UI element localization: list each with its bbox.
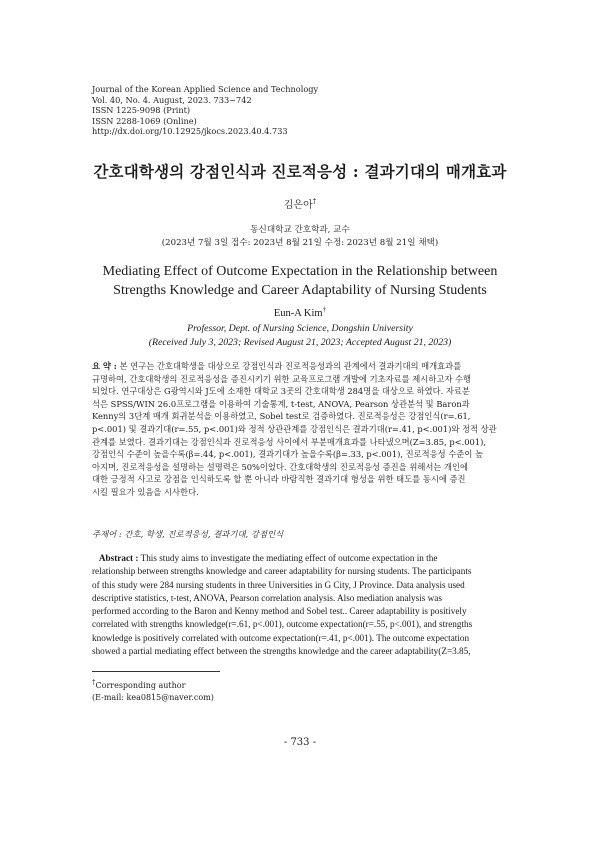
abstract-english-line: performed according to the Baron and Kenny method and Sobel test.. Career adaptability is positively — [92, 606, 467, 617]
affiliation-english-block — [0, 322, 600, 349]
affiliation-korean-block — [0, 224, 600, 250]
abstract-korean-line: 시킬 필요가 있음을 시사한다. — [92, 486, 199, 497]
footnote — [92, 680, 214, 704]
abstract-korean — [92, 360, 507, 499]
author-english — [0, 305, 600, 319]
abstract-korean-line: 관계를 보였다. 결과기대는 강점인식과 진로적응성 사이에서 부분매개효과를 나타냈으며(Z=3.85, p<.001), — [92, 436, 486, 447]
author-korean-name: 김은아 — [283, 200, 313, 211]
abstract-english-line: descriptive statistics, t-test, ANOVA, Pearson correlation analysis. Also mediation analysis was — [92, 592, 442, 603]
abstract-english-line: knowledge is positively correlated with outcome expectation(r=.41, p<.001). The outcome expectation — [92, 632, 470, 643]
affiliation-english: Professor, Dept. of Nursing Science, Dongshin University — [187, 323, 413, 334]
journal-name: Journal of the Korean Applied Science and Technology — [92, 84, 319, 94]
journal-doi: http://dx.doi.org/10.12925/jkocs.2023.40.4.733 — [92, 126, 288, 137]
abstract-korean-line: 규명하여, 간호대학생의 진로적응성을 증진시키기 위한 교육프로그램 개발에 기초자료를 제시하고자 수행 — [92, 373, 472, 384]
journal-volume: Vol. 40, No. 4. August, 2023. 733~742 — [92, 94, 252, 105]
title-english-line-1: Mediating Effect of Outcome Expectation in the Relationship between — [102, 264, 498, 279]
dates-korean: (2023년 7월 3일 접수: 2023년 8월 21일 수정: 2023년 8월 21일 채택) — [161, 238, 439, 248]
page-number: - 733 - — [283, 737, 317, 748]
abstract-korean-line: 아지며, 진로적응성을 설명하는 설명력은 50%이었다. 간호대학생의 진로적응성 증진을 위해서는 개인에 — [92, 461, 469, 472]
abstract-english-line: relationship between strengths knowledge and career adaptability for nursing students. The participants — [92, 566, 472, 577]
journal-header — [92, 84, 318, 137]
abstract-korean-line: 대한 긍정적 사고로 강점을 인식하도록 할 뿐 아니라 바람직한 결과기대 형성을 위한 태도를 동시에 증진 — [92, 474, 466, 485]
abstract-korean-line: Kenny의 3단계 매개 회귀분석을 이용하였고, Sobel test로 검증하였다. 진로적응성은 강점인식(r=.61, — [92, 411, 471, 422]
author-english-mark: † — [322, 305, 327, 314]
affiliation-korean: 동신대학교 간호학과, 교수 — [250, 225, 350, 235]
abstract-english-line: Abstract : This study aims to investigate the mediating effect of outcome expectation in the — [98, 553, 438, 563]
abstract-english — [92, 552, 507, 658]
abstract-korean-line: 요 약 : 본 연구는 간호대학생을 대상으로 강점인식과 진로적응성과의 관계에서 결과기대의 매개효과를 — [92, 361, 462, 371]
abstract-korean-line: 강점인식 수준이 높을수록(β=.44, p<.001), 결과기대가 높을수록(β=.33, p<.001), 진로적응성 수준이 높 — [92, 449, 484, 460]
footnote-mark: † — [92, 678, 96, 687]
keywords-korean: 주제어 : 간호, 학생, 진로적응성, 결과기대, 강점인식 — [92, 529, 284, 539]
dates-english: (Received July 3, 2023; Revised August 21, 2023; Accepted August 21, 2023) — [148, 336, 452, 348]
title-english — [0, 262, 600, 300]
author-korean-mark: † — [312, 197, 317, 206]
footnote-divider — [92, 671, 220, 672]
abstract-korean-label: 요 약 : — [92, 361, 117, 371]
author-english-name: Eun-A Kim — [273, 308, 323, 319]
abstract-korean-line: 석은 SPSS/WIN 26.0프로그램을 이용하여 기술통계, t-test, ANOVA, Pearson 상관분석 및 Baron과 — [92, 398, 470, 409]
author-korean — [0, 196, 600, 211]
abstract-english-line: correlated with strengths knowledge(r=.61, p<.001), outcome expectation(r=.55, p<.001), and strengths — [92, 619, 473, 630]
journal-issn-print: ISSN 1225-9098 (Print) — [92, 105, 191, 116]
abstract-korean-line: 되었다. 연구대상은 G광역시와 J도에 소재한 대학교 3곳의 간호대학생 284명을 대상으로 하였다. 자료분 — [92, 386, 470, 397]
footnote-email: (E-mail: kea0815@naver.com) — [92, 693, 214, 702]
journal-issn-online: ISSN 2288-1069 (Online) — [92, 115, 197, 126]
abstract-english-line: showed a partial mediating effect between the strengths knowledge and the career adaptability(Z=3.85, — [92, 646, 471, 657]
title-english-line-2: Strengths Knowledge and Career Adaptability of Nursing Students — [113, 283, 487, 298]
footnote-corresponding: Corresponding author — [95, 681, 186, 690]
title-korean: 간호대학생의 강점인식과 진로적응성 : 결과기대의 매개효과 — [93, 162, 507, 181]
abstract-korean-line: p<.001) 및 결과기대(r=.55, p<.001)와 정적 상관관계를 강점인식은 결과기대(r=.41, p<.001)와 정적 상관 — [92, 423, 497, 434]
abstract-english-line: of this study were 284 nursing students in three Universities in G City, J Province. Data analysis used — [92, 579, 465, 590]
abstract-english-label: Abstract : — [98, 553, 139, 563]
